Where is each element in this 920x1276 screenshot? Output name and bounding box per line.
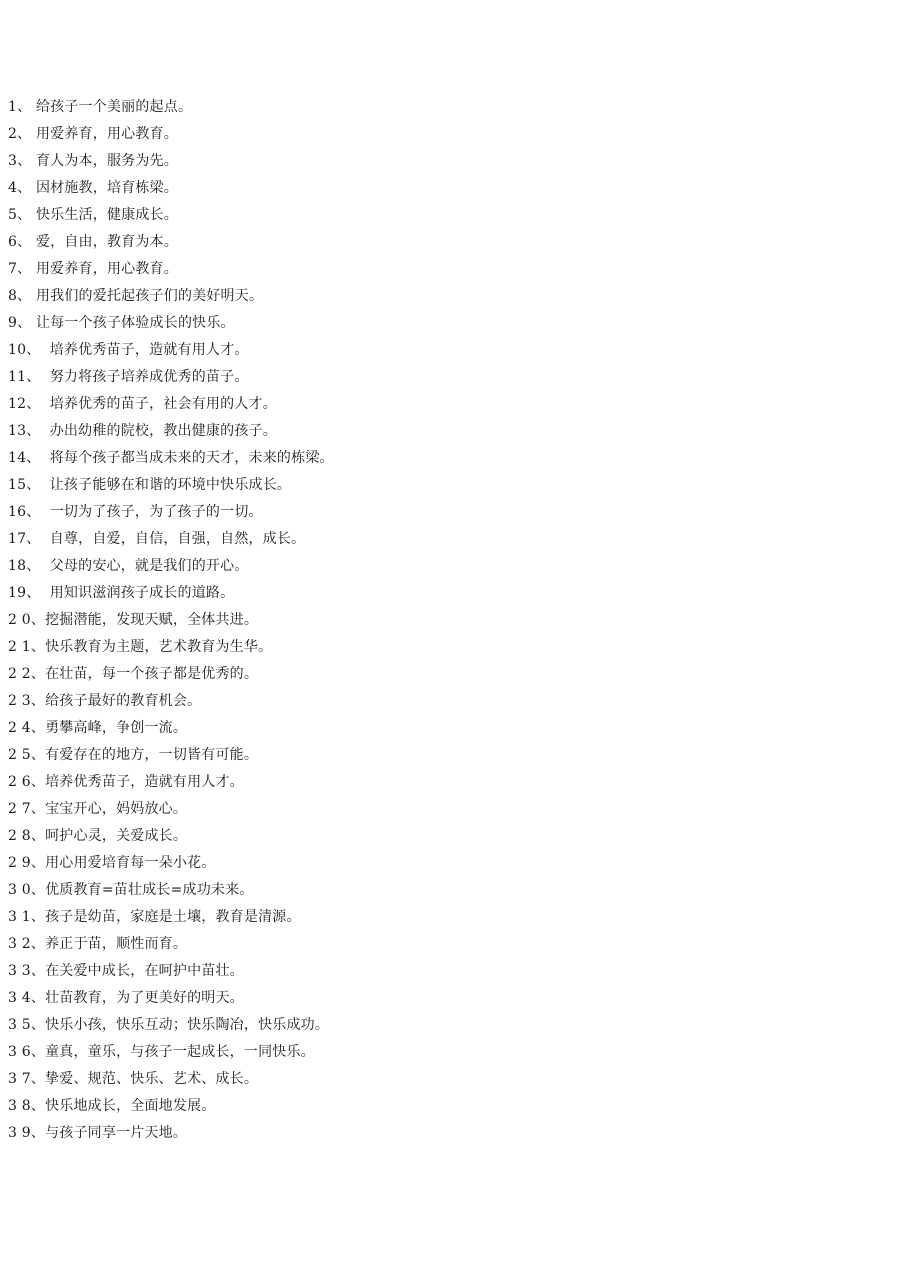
list-item: 3 0、优质教育=苗壮成长=成功未来。 [8,882,254,898]
list-item: 15、 让孩子能够在和谐的环境中快乐成长。 [8,477,292,493]
list-item: 3 8、快乐地成长，全面地发展。 [8,1098,216,1114]
list-item: 3 7、挚爱、规范、快乐、艺术、成长。 [8,1071,259,1087]
list-item: 3 9、与孩子同享一片天地。 [8,1125,188,1141]
list-item: 2 0、挖掘潜能，发现天赋，全体共进。 [8,612,259,628]
list-item: 3 2、养正于苗，顺性而育。 [8,936,188,952]
list-item: 7、 用爱养育，用心教育。 [8,261,178,277]
list-item: 6、 爱，自由，教育为本。 [8,234,178,250]
list-item: 2 3、给孩子最好的教育机会。 [8,693,202,709]
list-item: 2 6、培养优秀苗子，造就有用人才。 [8,774,244,790]
list-item: 13、 办出幼稚的院校，教出健康的孩子。 [8,423,277,439]
list-item: 5、 快乐生活，健康成长。 [8,207,178,223]
list-item: 8、 用我们的爱托起孩子们的美好明天。 [8,288,264,304]
list-item: 3 1、孩子是幼苗，家庭是土壤，教育是清源。 [8,909,301,925]
list-item: 3 6、童真，童乐，与孩子一起成长，一同快乐。 [8,1044,315,1060]
list-item: 2 4、勇攀高峰，争创一流。 [8,720,188,736]
list-item: 3 5、快乐小孩，快乐互动；快乐陶冶，快乐成功。 [8,1017,330,1033]
list-item: 2 2、在壮苗，每一个孩子都是优秀的。 [8,666,259,682]
list-item: 9、 让每一个孩子体验成长的快乐。 [8,315,235,331]
list-item: 19、 用知识滋润孩子成长的道路。 [8,585,235,601]
list-item: 1、 给孩子一个美丽的起点。 [8,99,193,115]
list-item: 2 7、宝宝开心，妈妈放心。 [8,801,188,817]
list-item: 18、 父母的安心，就是我们的开心。 [8,558,249,574]
list-item: 2、 用爱养育，用心教育。 [8,126,178,142]
list-item: 2 5、有爱存在的地方，一切皆有可能。 [8,747,259,763]
list-item: 16、 一切为了孩子，为了孩子的一切。 [8,504,263,520]
list-item: 3 3、在关爱中成长，在呵护中苗壮。 [8,963,244,979]
list-item: 3、 育人为本，服务为先。 [8,153,178,169]
list-item: 2 8、呵护心灵，关爱成长。 [8,828,188,844]
list-item: 3 4、壮苗教育，为了更美好的明天。 [8,990,244,1006]
list-item: 17、 自尊，自爱，自信，自强，自然，成长。 [8,531,306,547]
list-item: 14、 将每个孩子都当成未来的天才，未来的栋梁。 [8,450,334,466]
list-item: 11、 努力将孩子培养成优秀的苗子。 [8,369,249,385]
list-item: 2 1、快乐教育为主题，艺术教育为生华。 [8,639,273,655]
slogan-list [8,94,334,1147]
list-item: 2 9、用心用爱培育每一朵小花。 [8,855,216,871]
list-item: 12、 培养优秀的苗子，社会有用的人才。 [8,396,277,412]
list-item: 10、 培养优秀苗子，造就有用人才。 [8,342,249,358]
list-item: 4、 因材施教，培育栋梁。 [8,180,178,196]
